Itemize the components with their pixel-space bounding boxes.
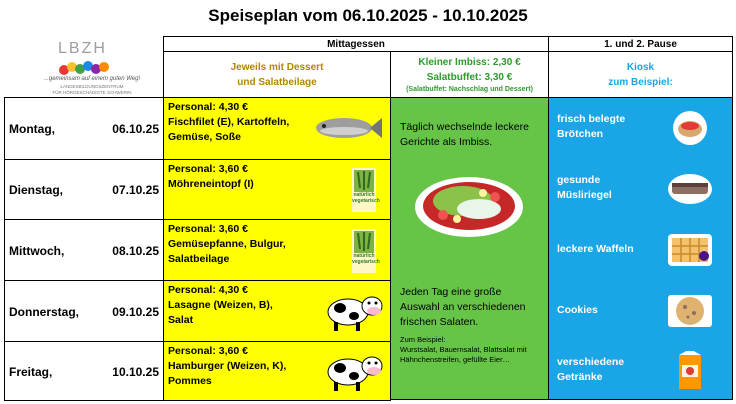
logo-line1: LANDESBILDUNGSZENTRUM	[60, 84, 124, 89]
kiosk-item	[549, 159, 732, 219]
meal-line: Personal: 4,30 €	[168, 284, 248, 296]
kiosk-item	[549, 97, 732, 159]
kiosk-line1: leckere Waffeln	[557, 242, 634, 255]
day-name: Montag,	[9, 122, 55, 136]
kiosk-item	[549, 219, 732, 280]
col3-line1: Kiosk	[626, 62, 655, 73]
day-date: 10.10.25	[112, 364, 159, 379]
kiosk-line1: verschiedene	[557, 355, 625, 368]
imbiss-text1: Täglich wechselnde leckere Gerichte als Imbiss.	[400, 121, 529, 148]
col1-line2: und Salatbeilage	[237, 77, 317, 88]
day-date: 08.10.25	[112, 243, 159, 258]
kiosk-line2: Brötchen	[557, 128, 604, 140]
day-cell	[4, 97, 164, 160]
col1-line1: Jeweils mit Dessert	[230, 62, 324, 73]
col3-line2: zum Beispiel:	[608, 77, 673, 88]
header-col-imbiss	[390, 51, 549, 98]
meal-line: Möhreneintopf (I)	[168, 178, 254, 190]
meal-line: Fischfilet (E), Kartoffeln,	[168, 116, 290, 128]
day-cell	[4, 280, 164, 342]
day-cell	[4, 219, 164, 281]
logo-slogan: ...gemeinsam auf einem guten Weg!	[43, 76, 141, 82]
day-name: Donnerstag,	[9, 304, 80, 319]
kiosk-line1: frisch belegte	[557, 113, 626, 125]
meal-line: Pommes	[168, 375, 212, 387]
sandwich-icon	[660, 108, 720, 148]
vegetarian-icon	[352, 229, 380, 273]
day-date: 06.10.25	[112, 122, 159, 136]
meal-line: Lasagne (Weizen, B),	[168, 299, 273, 311]
logo-line2: FÜR HÖRGESCHÄDIGTE SCHWERIN	[52, 90, 132, 95]
day-cell	[4, 341, 164, 401]
imbiss-example-text: Wurstsalat, Bauernsalat, Blattsalat mit Hähnchenstreifen, gefüllte Eier…	[400, 345, 527, 364]
juice-carton-icon	[660, 351, 720, 391]
meal-line: Hamburger (Weizen, K),	[168, 360, 287, 372]
day-name: Freitag,	[9, 364, 53, 379]
cookie-icon	[660, 291, 720, 331]
meal-line: Gemüse, Soße	[168, 131, 241, 143]
meal-cell	[163, 341, 391, 401]
meal-line: Gemüsepfanne, Bulgur,	[168, 238, 286, 250]
logo-text: LBZH	[58, 40, 107, 57]
meal-cell	[163, 280, 391, 342]
imbiss-column	[390, 97, 549, 400]
day-date: 07.10.25	[112, 183, 159, 197]
kiosk-line2: Müsliriegel	[557, 189, 612, 201]
cow-icon	[326, 292, 384, 332]
meal-line: Personal: 3,60 €	[168, 223, 248, 235]
kiosk-line1: Cookies	[557, 303, 598, 316]
kiosk-item	[549, 341, 732, 400]
meal-cell	[163, 159, 391, 220]
cow-icon	[326, 352, 384, 392]
day-cell	[4, 159, 164, 220]
kiosk-line1: gesunde	[557, 174, 601, 186]
meal-cell	[163, 219, 391, 281]
page-title: Speiseplan vom 06.10.2025 - 10.10.2025	[208, 6, 528, 25]
day-date: 09.10.25	[112, 304, 159, 319]
header-col-menu	[163, 51, 391, 98]
meal-line: Personal: 3,60 €	[168, 163, 248, 175]
day-name: Mittwoch,	[9, 243, 65, 258]
imbiss-example-title: Zum Beispiel:	[400, 335, 446, 344]
meal-line: Salatbeilage	[168, 253, 230, 265]
imbiss-text2: Jeden Tag eine große Auswahl an verschiedenen frischen Salaten.	[400, 286, 526, 328]
vegetarian-label: natürlich vegetarisch	[352, 252, 380, 265]
col2-line1: Kleiner Imbiss: 2,30 €	[418, 57, 521, 68]
salad-image	[413, 171, 525, 239]
kiosk-line2: Getränke	[557, 370, 603, 383]
col2-line3: (Salatbuffet: Nachschlag und Dessert)	[406, 86, 533, 93]
fish-icon	[312, 113, 382, 143]
day-name: Dienstag,	[9, 183, 64, 197]
vegetarian-icon	[352, 168, 380, 212]
kiosk-item	[549, 280, 732, 341]
meal-line: Salat	[168, 314, 194, 326]
meal-line: Personal: 4,30 €	[168, 101, 248, 113]
header-mittagessen: Mittagessen	[163, 36, 549, 52]
header-col-kiosk	[548, 51, 733, 98]
vegetarian-label: natürlich vegetarisch	[352, 192, 380, 204]
col2-line2: Salatbuffet: 3,30 €	[426, 72, 513, 83]
meal-cell	[163, 97, 391, 160]
meal-line: Personal: 3,60 €	[168, 345, 248, 357]
header-pause: 1. und 2. Pause	[548, 36, 733, 52]
lbzh-logo	[28, 40, 150, 98]
muesli-bar-icon	[660, 169, 720, 209]
waffle-icon	[660, 230, 720, 270]
